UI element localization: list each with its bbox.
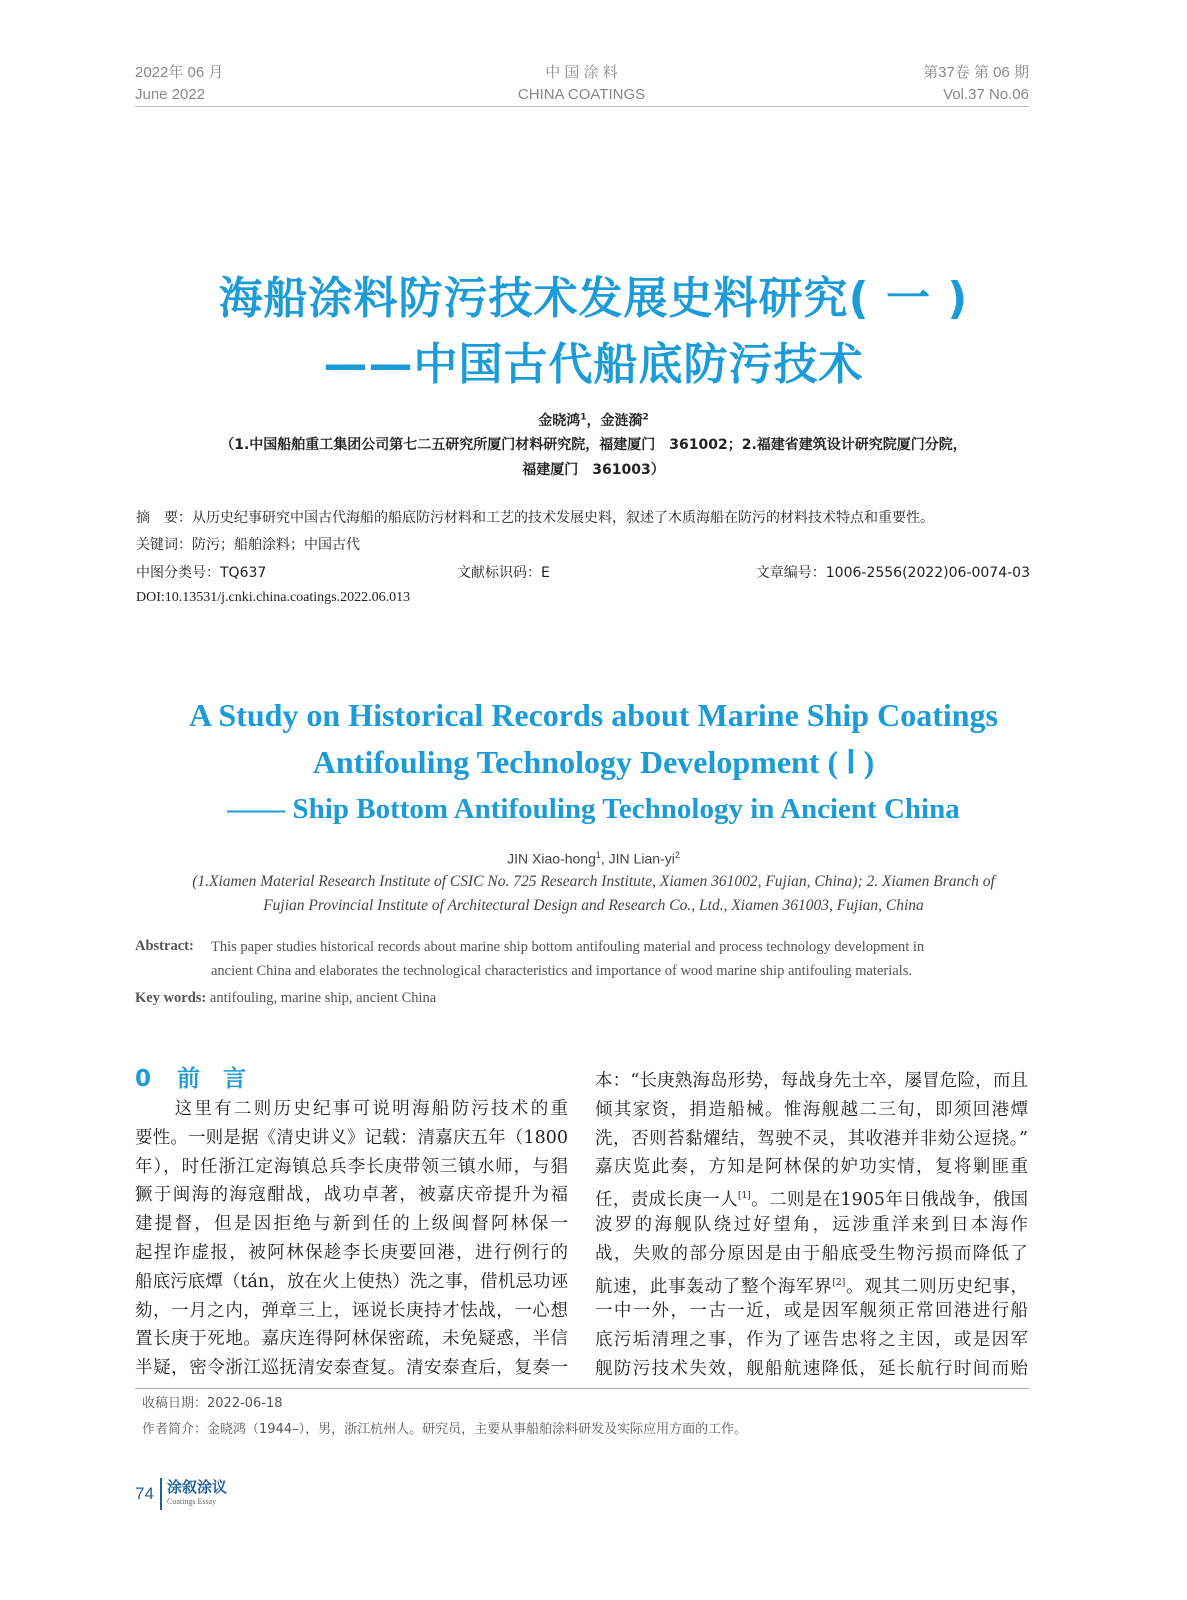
body-line: 置长庚于死地。嘉庆连得阿林保密疏，未免疑惑，半信 bbox=[135, 1329, 568, 1350]
header-date-cn: 2022年 06 月 bbox=[135, 64, 224, 81]
body-line: 一中一外，一古一近，或是因军舰须正常回港进行船 bbox=[595, 1301, 1028, 1322]
abstract-en-line1: This paper studies historical records about marine ship bottom antifouling material and process technology development in bbox=[211, 939, 925, 955]
footer-divider bbox=[160, 1478, 162, 1510]
title-en-line3: —— Ship Bottom Antifouling Technology in Ancient China bbox=[227, 793, 960, 825]
body-line: 任，责成长庚一人[1]。二则是在1905年日俄战争，俄国 bbox=[595, 1190, 1028, 1211]
header-rule bbox=[135, 106, 1029, 107]
author-en-2: JIN Lian-yi bbox=[608, 850, 675, 867]
abstract-cn bbox=[136, 507, 934, 527]
abstract-cn-text: 从历史纪事研究中国古代海船的船底防污材料和工艺的技术发展史料，叙述了木质海船在防污的材料技术特点和重要性。 bbox=[192, 510, 934, 526]
keywords-en-label: Key words: bbox=[135, 990, 207, 1006]
header-volume-en: Vol.37 No.06 bbox=[943, 86, 1029, 103]
body-line: 劾，一月之内，弹章三上，诬说长庚持才怯战，一心想 bbox=[135, 1300, 568, 1321]
keywords-cn-label: 关键词： bbox=[136, 537, 192, 553]
affiliation-en-line2: Fujian Provincial Institute of Architectural Design and Research Co., Ltd., Xiamen 361003, Fujian, China bbox=[263, 897, 924, 914]
body-line: 起捏诈虚报，被阿林保趁李长庚要回港，进行例行的 bbox=[135, 1242, 568, 1263]
abstract-en-label-text: Abstract: bbox=[135, 938, 194, 954]
author-2-sup: 2 bbox=[642, 412, 649, 423]
author-bio: 作者简介：金晓鸿（1944–），男，浙江杭州人。研究员，主要从事船舶涂料研发及实际应用方面的工作。 bbox=[142, 1422, 748, 1437]
body-line: 年），时任浙江定海镇总兵李长庚带领三镇水师，与猖 bbox=[135, 1156, 568, 1177]
header-date-en: June 2022 bbox=[135, 86, 206, 103]
affiliation-en-line1: (1.Xiamen Material Research Institute of CSIC No. 725 Research Institute, Xiamen 361002, Fujian, China); 2. Xiamen Branch of bbox=[192, 873, 995, 890]
author-2: 金涟漪 bbox=[600, 413, 643, 429]
body-line: 底污垢清理之事，作为了诬告忠将之主因，或是因军 bbox=[595, 1330, 1028, 1351]
abstract-cn-label: 摘 要： bbox=[136, 510, 192, 526]
keywords-cn bbox=[136, 534, 360, 554]
section-heading bbox=[135, 1060, 246, 1093]
header-journal-cn: 中 国 涂 料 bbox=[545, 64, 618, 81]
author-sep: ， bbox=[586, 413, 601, 429]
title-cn-line1: 海船涂料防污技术发展史料研究( 一 ) bbox=[218, 273, 969, 324]
body-line: 獗于闽海的海寇酣战，战功卓著，被嘉庆帝提升为福 bbox=[135, 1185, 568, 1206]
authors-cn bbox=[0, 410, 1187, 430]
body-line: 倾其家资，捐造船械。惟海舰越二三旬，即须回港燂 bbox=[595, 1099, 1028, 1120]
section-number: 0 bbox=[135, 1066, 152, 1092]
header-journal-en: CHINA COATINGS bbox=[517, 86, 646, 103]
authors-en bbox=[0, 850, 1187, 867]
body-line: 波罗的海舰队绕过好望角，远涉重洋来到日本海作 bbox=[595, 1214, 1028, 1235]
header-volume bbox=[923, 62, 1029, 106]
author-en-1-sup: 1 bbox=[595, 850, 601, 860]
keywords-en bbox=[135, 990, 436, 1007]
body-line: 本：“长庚熟海岛形势，每战身先士卒，屡冒危险，而且 bbox=[595, 1071, 1028, 1091]
title-en-line1: A Study on Historical Records about Marine Ship Coatings bbox=[189, 697, 998, 733]
citation-marker: [1] bbox=[737, 1191, 751, 1202]
body-right-column bbox=[595, 1067, 1028, 1384]
body-line: 嘉庆览此奏，方知是阿林保的妒功实情，复将剿匪重 bbox=[595, 1157, 1028, 1178]
body-line: 航速，此事轰动了整个海军界[2]。观其二则历史纪事， bbox=[595, 1276, 1028, 1297]
column-name-cn: 涂叙涂议 bbox=[167, 1478, 228, 1496]
author-en-sep: , bbox=[600, 850, 609, 867]
column-name-en: Coatings Essay bbox=[167, 1497, 217, 1506]
document-code: 文献标识码：E bbox=[457, 565, 550, 581]
affiliation-cn-line1: （1.中国船舶重工集团公司第七二五研究所厦门材料研究院，福建厦门 361002；2.福建省建筑设计研究院厦门分院， bbox=[220, 437, 967, 453]
author-1-sup: 1 bbox=[580, 412, 587, 423]
keywords-cn-text: 防污；船舶涂料；中国古代 bbox=[192, 537, 360, 553]
page-number: 74 bbox=[135, 1484, 154, 1503]
body-line: 这里有二则历史纪事可说明海船防污技术的重 bbox=[135, 1099, 568, 1119]
body-line: 舰防污技术失效，舰船航速降低，延长航行时间而贻 bbox=[595, 1358, 1028, 1379]
body-line: 洗，否则苔黏燿结，驾驶不灵，其收港并非劾公逗挠。” bbox=[595, 1128, 1028, 1149]
footnote-rule bbox=[135, 1388, 1029, 1389]
article-number: 文章编号：1006-2556(2022)06-0074-03 bbox=[755, 565, 1030, 581]
author-en-2-sup: 2 bbox=[674, 850, 680, 860]
abstract-en-line2: ancient China and elaborates the technological characteristics and importance of wood marine ship antifouling materials. bbox=[211, 963, 912, 979]
body-left-column bbox=[135, 1095, 568, 1383]
author-en-1: JIN Xiao-hong bbox=[507, 850, 596, 867]
title-cn-line2: ——中国古代船底防污技术 bbox=[323, 339, 864, 390]
title-en-line2: Antifouling Technology Development ( Ⅰ ) bbox=[312, 744, 875, 780]
received-date: 收稿日期：2022-06-18 bbox=[142, 1396, 283, 1411]
affiliation-cn-line2: 福建厦门 361003） bbox=[522, 462, 665, 478]
abstract-en-text bbox=[211, 938, 924, 983]
keywords-en-text: antifouling, marine ship, ancient China bbox=[209, 990, 437, 1006]
citation-marker: [2] bbox=[832, 1277, 846, 1288]
body-line: 船底污底燂（tán，放在火上使热）洗之事，借机忌功诬 bbox=[135, 1271, 568, 1292]
clc-number: 中图分类号：TQ637 bbox=[136, 565, 267, 581]
column-logo bbox=[167, 1476, 227, 1506]
body-line: 要性。一则是据《清史讲义》记载：清嘉庆五年（1800 bbox=[135, 1127, 568, 1148]
body-line: 半疑，密令浙江巡抚清安泰查复。清安泰查后，复奏一 bbox=[135, 1358, 568, 1379]
abstract-en-label bbox=[135, 938, 194, 955]
author-1: 金晓鸿 bbox=[538, 413, 581, 429]
header-volume-cn: 第37卷 第 06 期 bbox=[923, 64, 1029, 81]
section-title: 前 言 bbox=[177, 1066, 247, 1092]
doi: DOI:10.13531/j.cnki.china.coatings.2022.06.013 bbox=[136, 590, 411, 605]
body-line: 战，失败的部分原因是由于船底受生物污损而降低了 bbox=[595, 1243, 1028, 1264]
body-line: 建提督，但是因拒绝与新到任的上级闽督阿林保一 bbox=[135, 1214, 568, 1235]
